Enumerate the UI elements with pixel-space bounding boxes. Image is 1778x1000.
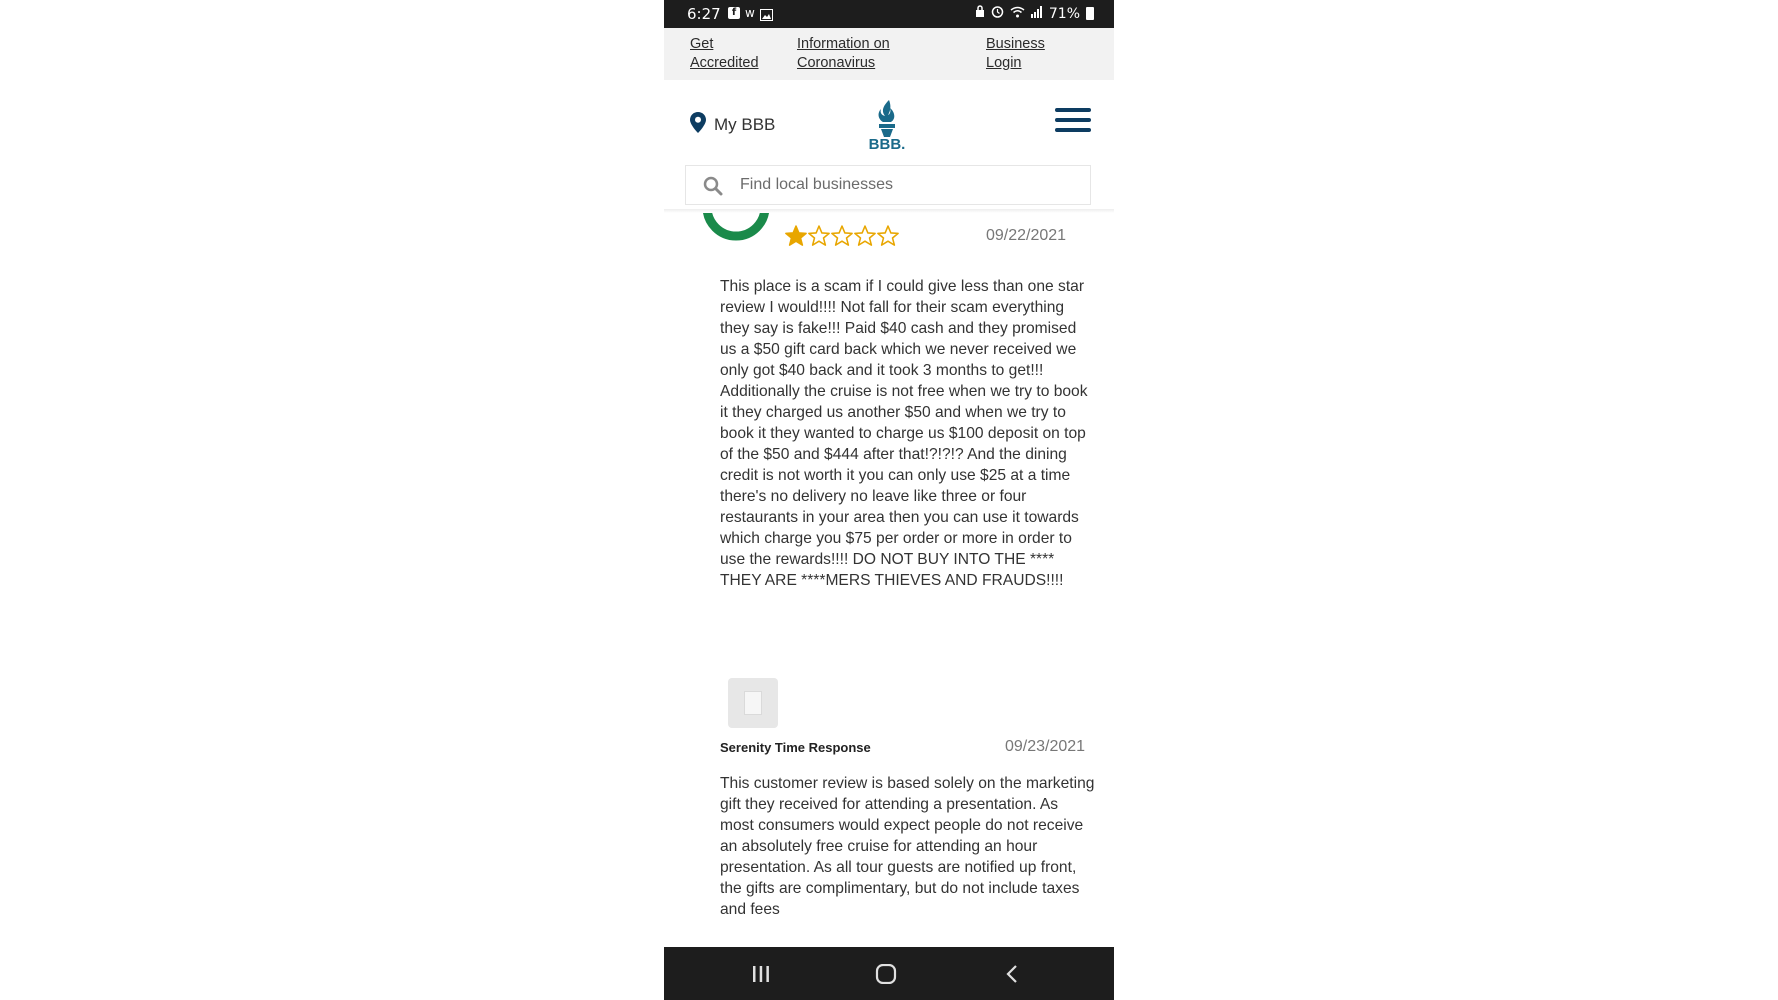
star-empty-icon xyxy=(854,225,876,247)
status-time: 6:27 xyxy=(687,5,721,23)
my-bbb-label: My BBB xyxy=(714,115,776,134)
star-empty-icon xyxy=(808,225,830,247)
signal-icon xyxy=(1031,6,1043,22)
location-pin-icon xyxy=(690,112,706,138)
response-text: This customer review is based solely on the marketing gift they received for attending a presentation. As most consumers would expect people do not receive an absolutely free cruise for attending an hour presentation. As all tour guests are notified up front, the gifts are complimentary, but do not include taxes and fees xyxy=(720,775,1095,918)
review-text: This place is a scam if I could give less than one star review I would!!!! Not fall for their scam everything they say is fake!!! Paid $40 cash and they promised us a $50 gift card back which we never received we only got $40 back and it took 3 months to get!!! Additionally the cruise is not free when we try to book it they charged us another $50 and when we try to book it they wanted to charge us $100 deposit on top of the $50 and $444 after that!?!?!? And the dining credit is not worth it you can only use $25 at a time there's no delivery no leave like three or four restaurants in your area then you can use it towards which charge you $75 per order or more in order to use the rewards!!!! DO NOT BUY INTO THE **** THEY ARE ****MERS THIEVES AND FRAUDS!!!! xyxy=(720,278,1088,589)
back-icon[interactable] xyxy=(982,947,1042,1000)
avatar-icon xyxy=(702,213,770,251)
star-rating xyxy=(785,225,899,247)
lock-icon xyxy=(975,5,985,22)
business-login-link[interactable]: Business Login xyxy=(986,36,1045,71)
bbb-logo[interactable] xyxy=(863,98,911,156)
star-filled-icon xyxy=(785,225,807,247)
review-date: 09/22/2021 xyxy=(986,227,1067,244)
reviewer-avatar xyxy=(702,213,770,251)
bbb-logo-text: BBB. xyxy=(868,136,906,153)
battery-percent: 71% xyxy=(1048,5,1080,22)
home-icon[interactable] xyxy=(856,947,916,1000)
site-header xyxy=(664,80,1114,162)
facebook-icon: f xyxy=(728,7,740,19)
alarm-icon xyxy=(991,5,1004,22)
business-icon xyxy=(728,678,778,728)
search-icon[interactable] xyxy=(703,176,723,200)
top-links-bar xyxy=(664,28,1114,80)
gallery-icon xyxy=(760,7,773,25)
recent-apps-icon[interactable] xyxy=(731,947,791,1000)
review-content xyxy=(664,213,1114,947)
w-app-icon: w xyxy=(745,6,755,20)
search-bar xyxy=(685,165,1091,205)
wifi-icon xyxy=(1010,6,1025,22)
hamburger-menu-icon[interactable] xyxy=(1055,108,1091,136)
star-empty-icon xyxy=(831,225,853,247)
notification-icons xyxy=(728,7,773,25)
system-icons xyxy=(975,5,1094,22)
coronavirus-info-link[interactable]: Information on Coronavirus xyxy=(797,36,890,71)
building-icon xyxy=(744,691,762,715)
my-bbb-button[interactable] xyxy=(690,112,775,138)
search-input[interactable] xyxy=(740,166,1080,204)
status-bar xyxy=(664,0,1114,28)
response-date: 09/23/2021 xyxy=(1005,738,1086,755)
response-title: Serenity Time Response xyxy=(720,740,871,755)
phone-screen xyxy=(664,0,1114,1000)
get-accredited-link[interactable]: Get Accredited xyxy=(690,36,759,71)
battery-icon xyxy=(1086,7,1094,20)
android-nav-bar xyxy=(664,947,1114,1000)
torch-icon xyxy=(863,98,911,138)
star-empty-icon xyxy=(877,225,899,247)
